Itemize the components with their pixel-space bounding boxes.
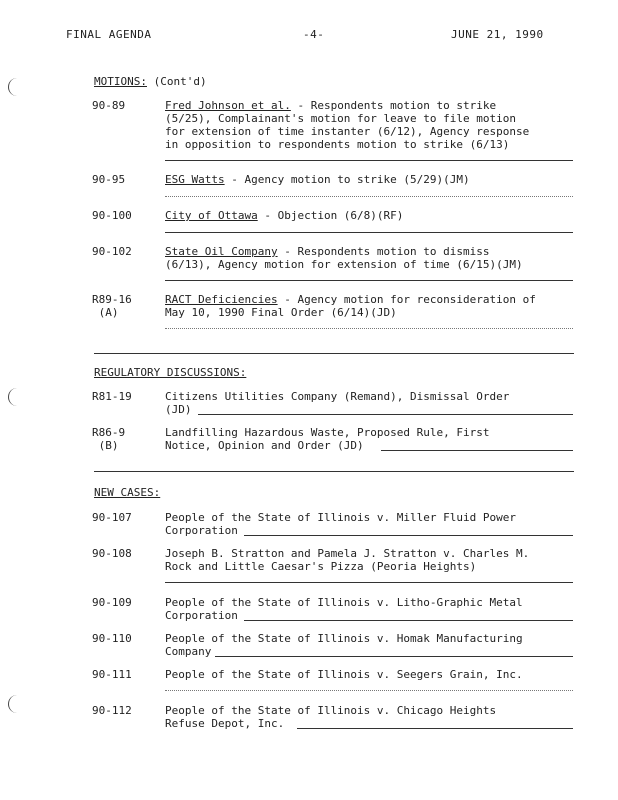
agenda-item-text: Fred Johnson et al. - Respondents motion to strike (5/25), Complainant's motion for leave to file motion for extension of time instanter (6/12), Agency response in opposition to respondents motion to strike (6/13) [165,99,530,151]
section-divider [94,353,574,354]
docket-number: 90-111 [92,668,132,681]
agenda-item-text: People of the State of Illinois v. Seegers Grain, Inc. [165,668,523,681]
agenda-item-text: Landfilling Hazardous Waste, Proposed Rule, First Notice, Opinion and Order (JD) [165,426,490,452]
signature-line [165,160,573,161]
agenda-item-text: ESG Watts - Agency motion to strike (5/29)(JM) [165,173,470,186]
agenda-item-text: People of the State of Illinois v. Homak Manufacturing Company [165,632,523,658]
signature-line [165,280,573,281]
docket-number: 90-110 [92,632,132,645]
agenda-item-text: Citizens Utilities Company (Remand), Dismissal Order (JD) [165,390,510,416]
docket-number: 90-112 [92,704,132,717]
docket-number: 90-107 [92,511,132,524]
signature-line [215,656,573,657]
signature-line [244,620,573,621]
punch-hole-mark [8,695,19,713]
signature-line [165,328,573,329]
header-left: FINAL AGENDA [66,28,152,41]
docket-number: 90-95 [92,173,126,186]
section-divider [94,471,574,472]
signature-line [198,414,573,415]
agenda-item-text: People of the State of Illinois v. Miller Fluid Power Corporation [165,511,516,537]
docket-number: 90-89 [92,99,126,112]
signature-line [165,196,573,197]
signature-line [165,582,573,583]
docket-number: R81-19 [92,390,132,403]
section-heading-motions: MOTIONS: (Cont'd) [94,75,207,88]
docket-number: 90-102 [92,245,132,258]
agenda-item-text: People of the State of Illinois v. Chicago Heights Refuse Depot, Inc. [165,704,497,730]
header-page-number: -4- [303,28,325,41]
section-heading-new-cases: NEW CASES: [94,486,161,499]
signature-line [165,690,573,691]
signature-line [381,450,573,451]
signature-line [297,728,573,729]
section-heading-regulatory: REGULATORY DISCUSSIONS: [94,366,247,379]
signature-line [244,535,573,536]
docket-number: 90-108 [92,547,132,560]
agenda-item-text: People of the State of Illinois v. Litho-Graphic Metal Corporation [165,596,523,622]
agenda-item-text: State Oil Company - Respondents motion to dismiss (6/13), Agency motion for extension of time (6/15)(JM) [165,245,523,271]
punch-hole-mark [8,388,19,406]
docket-number: 90-100 [92,209,132,222]
docket-number: 90-109 [92,596,132,609]
punch-hole-mark [8,78,19,96]
agenda-item-text: Joseph B. Stratton and Pamela J. Stratton v. Charles M. Rock and Little Caesar's Pizza (Peoria Heights) [165,547,530,573]
agenda-item-text: City of Ottawa - Objection (6/8)(RF) [165,209,404,222]
agenda-item-text: RACT Deficiencies - Agency motion for reconsideration of May 10, 1990 Final Order (6/14)(JD) [165,293,536,319]
signature-line [165,232,573,233]
docket-number: R86-9 (B) [92,426,126,452]
docket-number: R89-16 (A) [92,293,132,319]
header-date: JUNE 21, 1990 [451,28,544,41]
